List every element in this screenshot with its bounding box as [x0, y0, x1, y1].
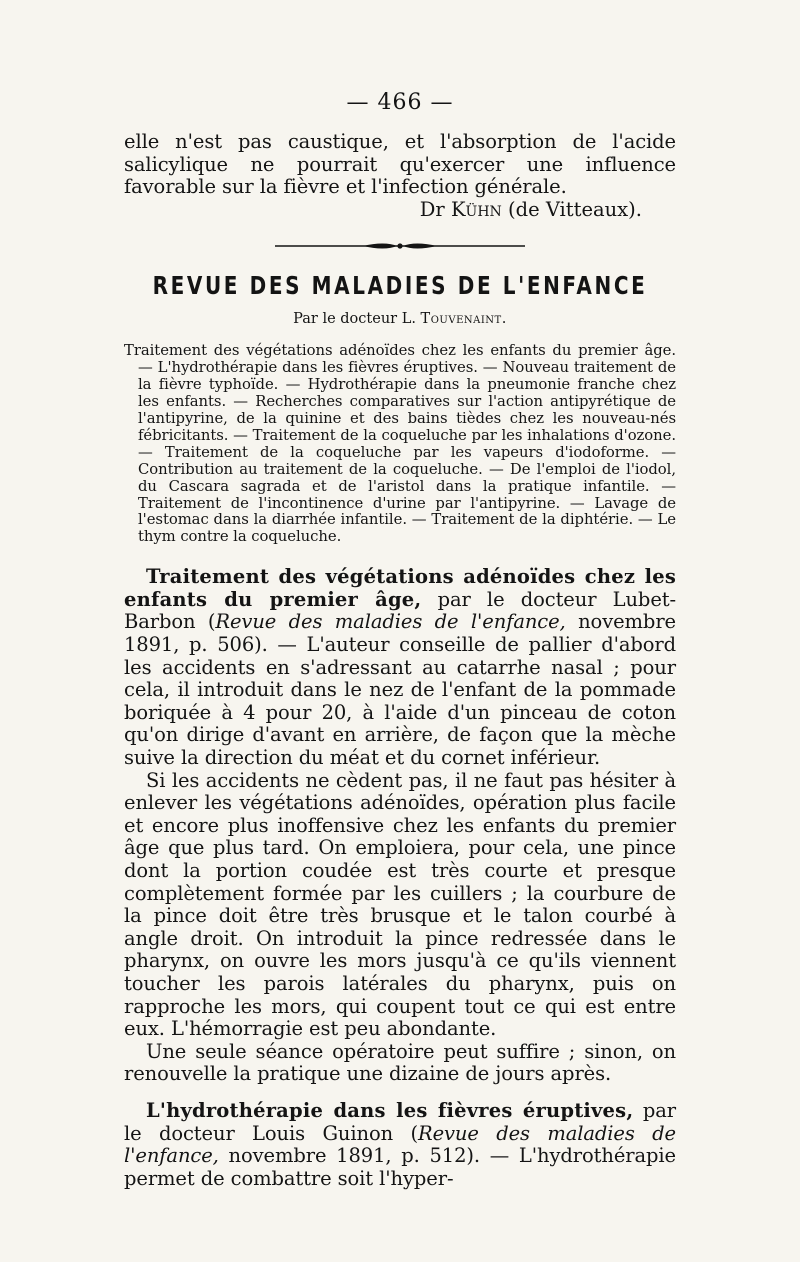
article-hydrotherapie-heading: L'hydrothérapie dans les fièvres éruptives,: [146, 1098, 634, 1122]
signature-place: (de Vitteaux).: [507, 197, 642, 221]
section-title: REVUE DES MALADIES DE L'ENFANCE: [152, 270, 648, 301]
article-hydrotherapie-author: par le docteur Louis Guinon (: [124, 1098, 676, 1145]
document-page: [124, 90, 676, 1190]
article-vegetations-author: par le docteur Lubet-Barbon (: [124, 587, 676, 634]
ornamental-rule: [275, 241, 525, 251]
article-hydrotherapie-paragraph-1: [124, 1100, 676, 1190]
article-vegetations-paragraph-2: Si les accidents ne cèdent pas, il ne faut pas hésiter à enlever les végétations adénoïdes, opération plus facile et encore plus inoffensive chez les enfants du premier âge que plus tard. On emploiera, pour cela, une pince dont la portion coudée est très courte et presque complètement formée par les cuillers ; la courbure de la pince doit être très brusque et le talon courbé à angle droit. On introduit la pince redressée dans le pharynx, on ouvre les mors jusqu'à ce qu'ils viennent toucher les parois latérales du pharynx, puis on rapproche les mors, qui coupent tout ce qui est entre eux. L'hémorragie est peu abondante.: [124, 768, 676, 1041]
article-vegetations-body: novembre 1891, p. 506). — L'auteur conseille de pallier d'abord les accidents en s'adressant au catarrhe nasal ; pour cela, il introduit dans le nez de l'enfant de la pommade boriquée à 4 pour 20, à l'aide d'un pinceau de coton qu'on dirige d'avant en arrière, de façon que la mèche suive la direction du méat et du cornet inférieur.: [124, 610, 676, 769]
article-hydrotherapie-source: Revue des maladies de l'enfance,: [124, 1121, 676, 1168]
byline-author: Touvenaint.: [420, 311, 507, 328]
article-vegetations-heading: Traitement des végétations adénoïdes chez les enfants du premier âge,: [124, 565, 676, 611]
byline-prefix: Par le docteur L.: [293, 311, 416, 328]
summary-list: Traitement des végétations adénoïdes chez les enfants du premier âge. — L'hydrothérapie dans les fièvres éruptives. — Nouveau traitement de la fièvre typhoïde. — Hydrothérapie dans la pneumonie franche chez les enfants. — Recherches comparatives sur l'action antipyrétique de l'antipyrine, de la quinine et des bains tièdes chez les nouveau-nés fébricitants. — Traitement de la coqueluche par les inhalations d'ozone. — Traitement de la coqueluche par les vapeurs d'iodoforme. — Contribution au traitement de la coqueluche. — De l'emploi de l'iodol, du Cascara sagrada et de l'aristol dans la pratique infantile. — Traitement de l'incontinence d'urine par l'antipyrine. — Lavage de l'estomac dans la diarrhée infantile. — Traitement de la diphtérie. — Le thym contre la coqueluche.: [124, 342, 676, 546]
byline: [124, 311, 676, 327]
signature: [124, 199, 642, 222]
article-vegetations-source: Revue des maladies de l'enfance,: [215, 610, 566, 634]
article-vegetations-paragraph-3: Une seule séance opératoire peut suffire ; sinon, on renouvelle la pratique une dizaine de jours après.: [124, 1039, 676, 1086]
signature-title: Dr: [419, 197, 445, 221]
intro-paragraph: elle n'est pas caustique, et l'absorption de l'acide salicylique ne pourrait qu'exercer une influence favorable sur la fièvre et l'infection générale.: [124, 130, 676, 199]
article-vegetations-paragraph-1: [124, 566, 676, 769]
signature-name: Kühn: [450, 197, 502, 221]
page-number: — 466 —: [346, 90, 454, 115]
article-hydrotherapie-body: novembre 1891, p. 512). — L'hydrothérapie permet de combattre soit l'hyper-: [124, 1144, 676, 1190]
